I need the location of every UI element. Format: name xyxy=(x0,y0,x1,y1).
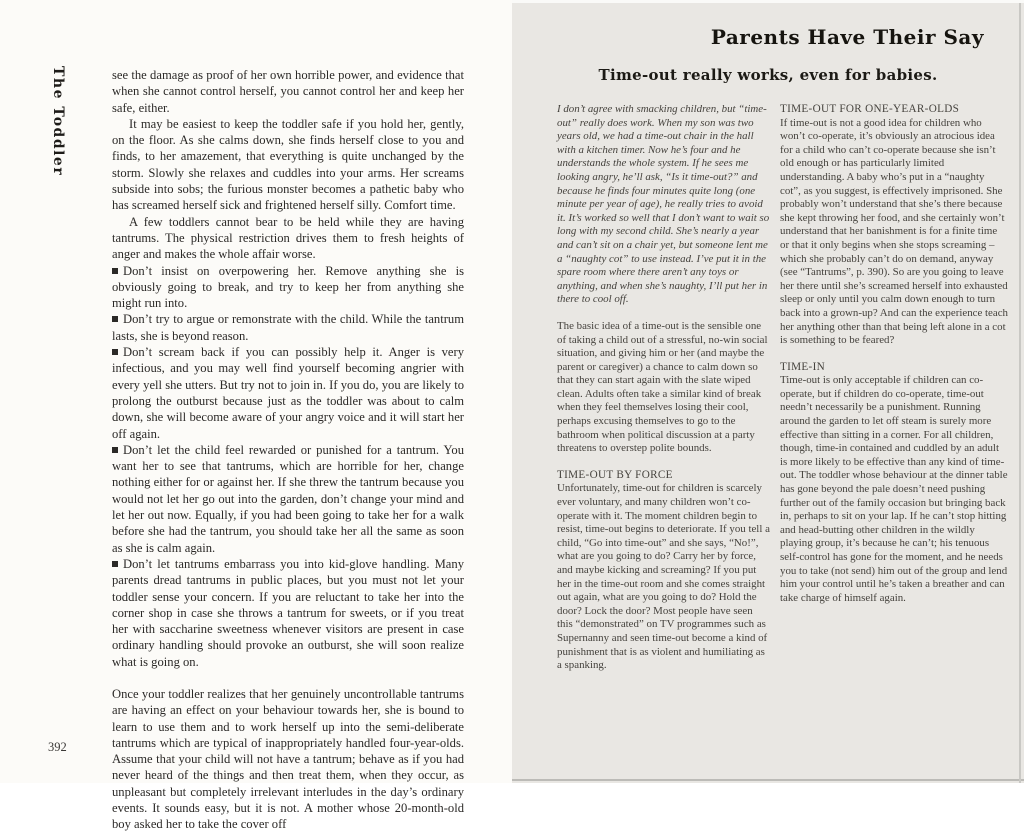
bullet-text: Don’t let the child feel rewarded or punished for a tantrum. You want her to see that tantrums, which are horrible for her, change nothing either for or against her. If she threw the tantrum because you would not let her go out into the garden, don’t change your mind and let her out now. Equally, if you had been going to take her for a walk before she had the tantrum, you should take her all the same as soon as she is calm again. xyxy=(112,442,464,555)
body-paragraph: Time-out is only acceptable if children can co-operate, but if children do co-operate, time-out needn’t necessarily be a punishment. Running around the garden to let off steam is surely more effective than sitting in a corner. For all children, though, time-in contained and cuddled by an adult is more likely to be effective than any kind of time-out. The toddler whose behaviour at the dinner table has gone beyond the pale doesn’t need pushing further out of the family occasion but bringing back in, perhaps to sit on your lap. If he can’t stop hitting and head-butting other children in the wildly playing group, it’s because he can’t; his tenuous self-control has gone for the moment, and he needs you to take (not send) him out of the group and lend him your control until he’s taken a breather and can take charge of himself again. xyxy=(780,374,1008,604)
bullet-item xyxy=(112,556,464,670)
bullet-square-icon xyxy=(112,561,118,567)
column-left xyxy=(557,103,770,686)
section-heading: TIME-OUT BY FORCE xyxy=(557,468,673,481)
column-right xyxy=(780,103,1008,686)
right-page xyxy=(512,0,1024,783)
page-subtitle: Time-out really works, even for babies. xyxy=(598,66,938,84)
chapter-margin-tab: The Toddler xyxy=(50,66,66,177)
body-paragraph: Unfortunately, time-out for children is scarcely ever voluntary, and many children won’t co-operate with it. The moment children begin to resist, time-out begins to deteriorate. If you tell a child, “Go into time-out” and she says, “No!”, what are you going to do? Carry her by force, and maybe kicking and screaming? If you put her in the time-out room and she comes straight out again, what are you going to do? Hold the door? Lock the door? Most people have seen this “demonstrated” on TV programmes such as Supernanny and seen time-out become a kind of punishment that is as violent and humiliating as a spanking. xyxy=(557,482,770,672)
bullet-square-icon xyxy=(112,268,118,274)
left-page xyxy=(0,0,512,832)
bullet-item xyxy=(112,442,464,556)
section-heading: TIME-OUT FOR ONE-YEAR-OLDS xyxy=(780,103,960,115)
body-paragraph: It may be easiest to keep the toddler safe if you hold her, gently, on the floor. As she calms down, she finds herself close to you and finds, to her amazement, that everything is quite unchanged by the storm. Slowly she relaxes and cuddles into your arms. Her screams subside into sobs; the furious monster becomes a pathetic baby who has screamed herself sick and frightened herself silly. Comfort time. xyxy=(112,116,464,213)
bullet-text: Don’t insist on overpowering her. Remove anything she is obviously going to break, and try to keep her from anything she might run into. xyxy=(112,263,464,311)
page-title: Parents Have Their Say xyxy=(710,25,984,49)
bullet-item xyxy=(112,263,464,312)
parent-quote: I don’t agree with smacking children, but “time-out” really does work. When my son was two years old, we had a time-out chair in the hall with a kitchen timer. Now he’s four and he understands the whole system. If he sees me looking angry, he’ll ask, “Is it time-out?” and because he finds four minutes quite long (one minute per year of age), he really tries to avoid it. It’s worked so well that I don’t want to wait so long with my second child. She’s nearly a year and can’t sit on a chair yet, but someone lent me a “naughty cot” to use instead. I’ve put it in the spare room where there aren’t any toys or anything, and when she’s naughty, I’ll put her in there to cool off. xyxy=(557,103,770,306)
body-paragraph: Once your toddler realizes that her genuinely uncontrollable tantrums are having an effect on your behaviour towards her, she is bound to learn to use them and to work herself up into the semi-deliberate tantrums which are typical of inappropriately handled four-year-olds. Assume that your child will not have a tantrum; behave as if you had never heard of the things and then treat them, when they occur, as unpleasant but completely irrelevant interludes in the day’s ordinary events. It sounds easy, but it is not. A mother whose 20-month-old boy asked her to take the cover off xyxy=(112,686,464,832)
two-column-layout xyxy=(557,103,1008,686)
left-text-column xyxy=(112,67,464,833)
bullet-text: Don’t scream back if you can possibly help it. Anger is very infectious, and you may well find yourself becoming angrier with every yell she utters. But try not to join in. If you do, you are likely to prolong the outburst because just as the toddler was about to calm down, she will become aware of your angry voice and it will start her off again. xyxy=(112,345,464,441)
section-heading: TIME-IN xyxy=(780,360,825,373)
body-paragraph: A few toddlers cannot bear to be held while they are having tantrums. The physical restriction drives them to fresh heights of anger and makes the whole affair worse. xyxy=(112,214,464,262)
bullet-item xyxy=(112,344,464,442)
bullet-item xyxy=(112,311,464,344)
body-paragraph: The basic idea of a time-out is the sensible one of taking a child out of a stressful, no-win social situation, and giving him or her (and maybe the parent or caregiver) a chance to calm down so that they can start again with the slate wiped clean. Adults often take a similar kind of break when they feel themselves losing their cool, perhaps excusing themselves to go to the bathroom when political discussion at a party threatens to overstep polite bounds. xyxy=(557,319,768,455)
bullet-square-icon xyxy=(112,349,118,355)
body-paragraph: If time-out is not a good idea for children who won’t co-operate, it’s obviously an atrocious idea for a child who can’t co-operate because she isn’t old enough or has particularly limited understanding. A baby who’s put in a “naughty cot”, as you suggest, is effectively imprisoned. She probably won’t understand that she’s there because she kept throwing her food, and she certainly won’t understand that her banishment is for a finite time or that it only begins when she stops screaming – which she probably can’t do on demand, anyway (see “Tantrums”, p. 390). So are you going to leave her there until she’s screamed herself into exhausted sleep or only until you calm down enough to turn back into a grown-up? And can the experience teach her anything other than that being left alone in a cot is something to be feared? xyxy=(780,116,1008,347)
bullet-square-icon xyxy=(112,316,118,322)
bullet-text: Don’t try to argue or remonstrate with the child. While the tantrum lasts, she is beyond reason. xyxy=(112,312,464,343)
body-paragraph: see the damage as proof of her own horrible power, and evidence that when she cannot control herself, you cannot control her and keep her safe, either. xyxy=(112,68,464,115)
page-number: 392 xyxy=(48,740,67,754)
bullet-square-icon xyxy=(112,447,118,453)
bullet-text: Don’t let tantrums embarrass you into kid-glove handling. Many parents dread tantrums in public places, but you must not let your toddler sense your concern. If you are reluctant to take her into the corner shop in case she throws a tantrum for sweets, or if you treat her with saccharine sweetness whenever visitors are present in case ordinary handling should provoke an outburst, she will soon realize what is going on. xyxy=(112,556,464,669)
